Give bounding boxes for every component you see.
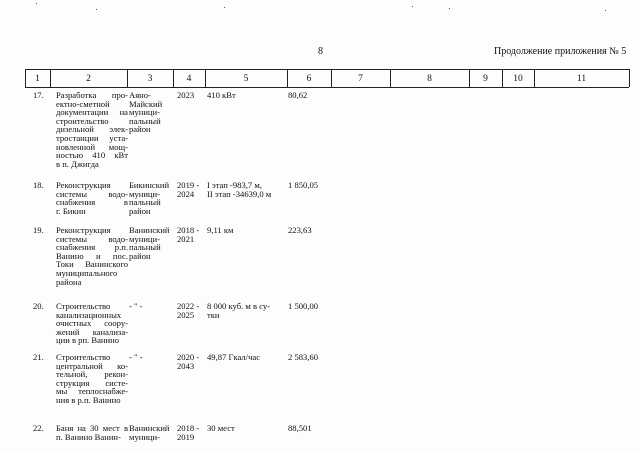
row-20-capacity: 8 000 куб. м в су- [207,301,271,311]
row-20-name: жений канализа- [56,326,128,337]
row-19-cost: 223,63 [288,225,312,235]
row-17-name: Разработка про- [56,90,128,100]
row-17-district: Майский [129,98,163,109]
row-21-years: 2043 [177,360,195,371]
row-17-name: ектно-сметной [56,98,110,109]
appendix-continuation-title: Продолжение приложения № 5 [494,46,627,57]
row-21-capacity: 49,87 Гкал/час [207,352,261,362]
row-18-years: 2024 [177,188,195,199]
row-20-name: очистных соору- [56,318,128,329]
row-18-name: снабжения в [56,197,128,208]
row-22-years: 2019 [177,431,195,442]
scan-speck [96,9,97,10]
row-20-capacity: тки [207,309,220,320]
scan-speck [224,7,225,8]
row-17-num: 17. [33,90,44,100]
row-17-name: новленной мощ- [56,141,128,152]
column-header-5: 5 [243,74,249,84]
row-18-cost: 1 850,05 [288,180,319,190]
scan-speck [412,6,413,7]
row-19-name: системы водо- [56,233,128,244]
row-21-name: ния в р.п. Ванино [56,395,121,405]
scan-speck [449,8,450,9]
row-20-district: - " - [129,301,143,311]
row-17-name: строительство [56,115,109,126]
row-19-district: район [129,250,151,261]
row-17-district: Аяно- [129,90,151,100]
row-22-years: 2018 - [177,423,200,433]
row-21-name: тельной, рекон- [56,369,128,380]
row-17-district: район [129,124,151,135]
row-22-district: муници- [129,431,160,442]
row-20-num: 20. [33,301,44,311]
row-17-name: дизельной элек- [56,124,128,135]
row-21-name: Строительство [56,352,111,362]
column-header-1: 1 [35,74,40,84]
row-18-name: системы водо- [56,188,128,199]
row-21-name: струкция систе- [56,377,128,388]
row-21-name: мы теплоснабже- [56,386,128,397]
row-18-district: район [129,205,151,216]
column-header-2: 2 [86,74,91,84]
row-20-name: ции в рп. Ванино [56,335,119,346]
column-header-7: 7 [358,74,363,84]
row-20-years: 2025 [177,309,195,320]
row-19-name: снабжения р.п. [56,242,128,253]
row-18-district: Бикинский [129,180,170,190]
row-18-district: пальный [129,197,161,208]
row-20-cost: 1 500,00 [288,301,319,311]
row-18-capacity: II этап -34639,0 м [207,188,272,199]
row-21-cost: 2 583,60 [288,352,319,362]
row-19-name: Токи Ванинского [56,259,128,270]
scan-speck [605,10,606,11]
column-header-10: 10 [513,74,523,84]
row-21-name: центральной ко- [56,360,128,371]
row-18-name: Реконструкция [56,180,111,190]
column-header-11: 11 [576,74,587,84]
table [25,69,629,451]
row-19-name: района [56,276,82,287]
column-header-6: 6 [306,74,312,84]
row-18-years: 2019 - [177,180,200,190]
column-header-9: 9 [483,74,488,84]
row-22-name: Баня на 30 мест в [56,423,128,433]
table-header-bottom-border [25,87,629,88]
row-17-name: тростанции уста- [56,133,128,143]
row-22-name: п. Ванино Ванин- [56,431,121,442]
row-22-district: Ванинский [129,423,170,433]
row-19-name: Реконструкция [56,225,111,235]
row-20-years: 2022 - [177,301,200,311]
row-21-years: 2020 - [177,352,200,362]
row-19-district: пальный [129,242,161,253]
row-22-cost: 88,501 [288,423,312,433]
row-21-num: 21. [33,352,44,362]
row-20-name: канализационных [56,309,122,320]
row-22-capacity: 30 мест [207,423,235,433]
row-18-num: 18. [33,180,44,190]
scan-speck [36,3,37,4]
row-18-capacity: I этап -983,7 м, [207,180,262,190]
row-18-district: муници- [129,188,160,199]
page-number: 8 [318,46,323,57]
row-19-district: муници- [129,233,160,244]
row-21-district: - " - [129,352,143,362]
row-19-num: 19. [33,225,44,235]
column-header-3: 3 [147,74,153,84]
row-19-name: Ванино и пос. [56,250,128,261]
row-18-name: г. Бикин [56,205,86,216]
row-17-district: муници- [129,107,160,118]
row-19-capacity: 9,11 км [207,225,234,235]
row-17-name: документации на [56,107,128,118]
row-17-district: пальный [129,115,161,126]
row-19-name: муниципального [56,268,118,278]
row-20-name: Строительство [56,301,111,311]
column-header-4: 4 [186,74,192,84]
column-border [629,69,630,87]
row-22-num: 22. [33,423,44,433]
row-19-years: 2018 - [177,225,200,235]
row-17-name: в п. Джигда [56,158,99,169]
row-17-name: ностью 410 кВт [56,150,128,161]
row-17-capacity: 410 кВт [207,90,236,100]
row-17-cost: 80,62 [288,90,308,100]
row-19-district: Ванинский [129,225,170,235]
column-header-8: 8 [427,74,432,84]
row-17-years: 2023 [177,90,195,100]
row-19-years: 2021 [177,233,195,244]
table-top-border [25,69,629,70]
